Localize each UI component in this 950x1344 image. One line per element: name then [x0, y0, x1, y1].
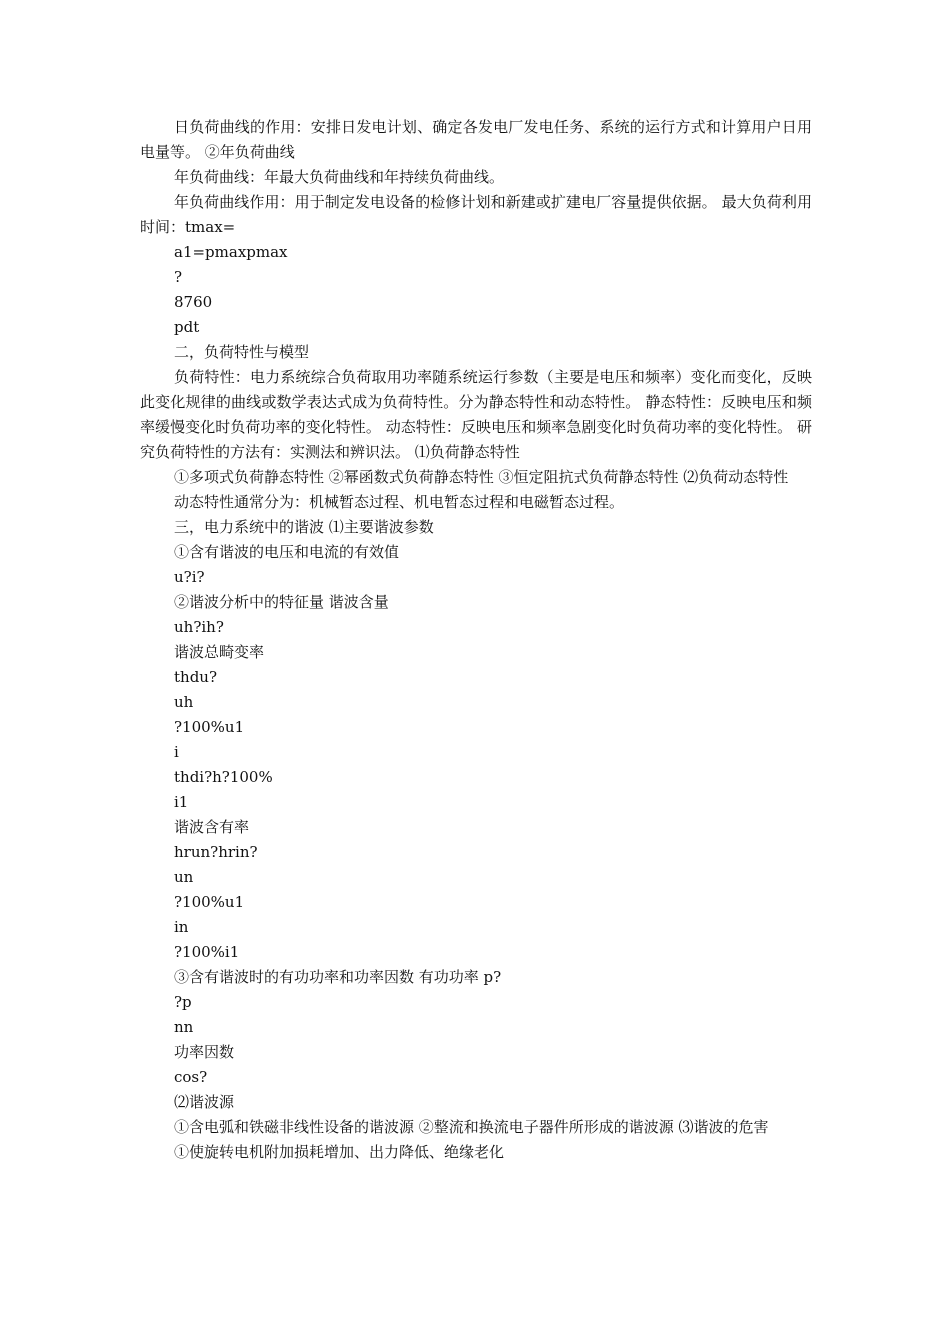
formula-line: i1: [174, 793, 189, 811]
formula-line: ?p: [174, 993, 192, 1011]
section-heading-load-characteristics: 二，负荷特性与模型: [174, 343, 310, 361]
formula-line: uh?ih?: [174, 618, 224, 636]
formula-line: uh: [174, 693, 194, 711]
paragraph-harmonic-features: ②谐波分析中的特征量 谐波含量: [174, 593, 389, 611]
formula-line: hrun?hrin?: [174, 843, 258, 861]
paragraph-annual-load-curve: 年负荷曲线：年最大负荷曲线和年持续负荷曲线。: [174, 168, 505, 186]
paragraph-dynamic-characteristics: 动态特性通常分为：机械暂态过程、机电暂态过程和电磁暂态过程。: [174, 493, 625, 511]
paragraph-thd-label: 谐波总畸变率: [174, 643, 265, 661]
paragraph-harmonic-sources: ①含电弧和铁磁非线性设备的谐波源 ②整流和换流电子器件所形成的谐波源 ⑶谐波的危害: [174, 1118, 769, 1136]
formula-line: un: [174, 868, 194, 886]
section-heading-harmonics: 三，电力系统中的谐波 ⑴主要谐波参数: [174, 518, 434, 536]
formula-line: ?100%i1: [174, 943, 240, 961]
paragraph-daily-load-curve: 日负荷曲线的作用：安排日发电计划、确定各发电厂发电任务、系统的运行方式和计算用户日用电量等。 ②年负荷曲线: [140, 118, 812, 161]
formula-line: a1=pmaxpmax: [174, 243, 288, 261]
formula-line: thdu?: [174, 668, 217, 686]
formula-line: u?i?: [174, 568, 205, 586]
formula-line: ?: [174, 268, 183, 286]
formula-line: ?100%u1: [174, 718, 245, 736]
paragraph-harmonic-sources-heading: ⑵谐波源: [174, 1093, 235, 1111]
paragraph-harmonic-hazards: ①使旋转电机附加损耗增加、出力降低、绝缘老化: [174, 1143, 505, 1161]
paragraph-annual-load-curve-use: 年负荷曲线作用：用于制定发电设备的检修计划和新建或扩建电厂容量提供依据。 最大负荷利用时间：tmax=: [140, 193, 812, 236]
paragraph-rms-values: ①含有谐波的电压和电流的有效值: [174, 543, 400, 561]
formula-line: ?100%u1: [174, 893, 245, 911]
formula-line: nn: [174, 1018, 194, 1036]
formula-line: thdi?h?100%: [174, 768, 273, 786]
formula-line: in: [174, 918, 189, 936]
paragraph-active-power: ③含有谐波时的有功功率和功率因数 有功功率 p?: [174, 968, 502, 986]
formula-line: cos?: [174, 1068, 208, 1086]
document-page: [140, 115, 812, 1165]
formula-line: i: [174, 743, 179, 761]
paragraph-static-characteristics-list: ①多项式负荷静态特性 ②幂函数式负荷静态特性 ③恒定阻抗式负荷静态特性 ⑵负荷动态特性: [174, 468, 789, 486]
formula-line: pdt: [174, 318, 200, 336]
paragraph-load-characteristics: 负荷特性：电力系统综合负荷取用功率随系统运行参数（主要是电压和频率）变化而变化，反映此变化规律的曲线或数学表达式成为负荷特性。分为静态特性和动态特性。 静态特性：反映电压和频率缓慢变化时负荷功率的变化特性。 动态特性：反映电压和频率急剧变化时负荷功率的变化特性。 研究负荷特性的方法有：实测法和辨识法。 ⑴负荷静态特性: [140, 368, 812, 461]
paragraph-power-factor-label: 功率因数: [174, 1043, 235, 1061]
formula-line: 8760: [174, 293, 213, 311]
paragraph-harmonic-ratio-label: 谐波含有率: [174, 818, 250, 836]
